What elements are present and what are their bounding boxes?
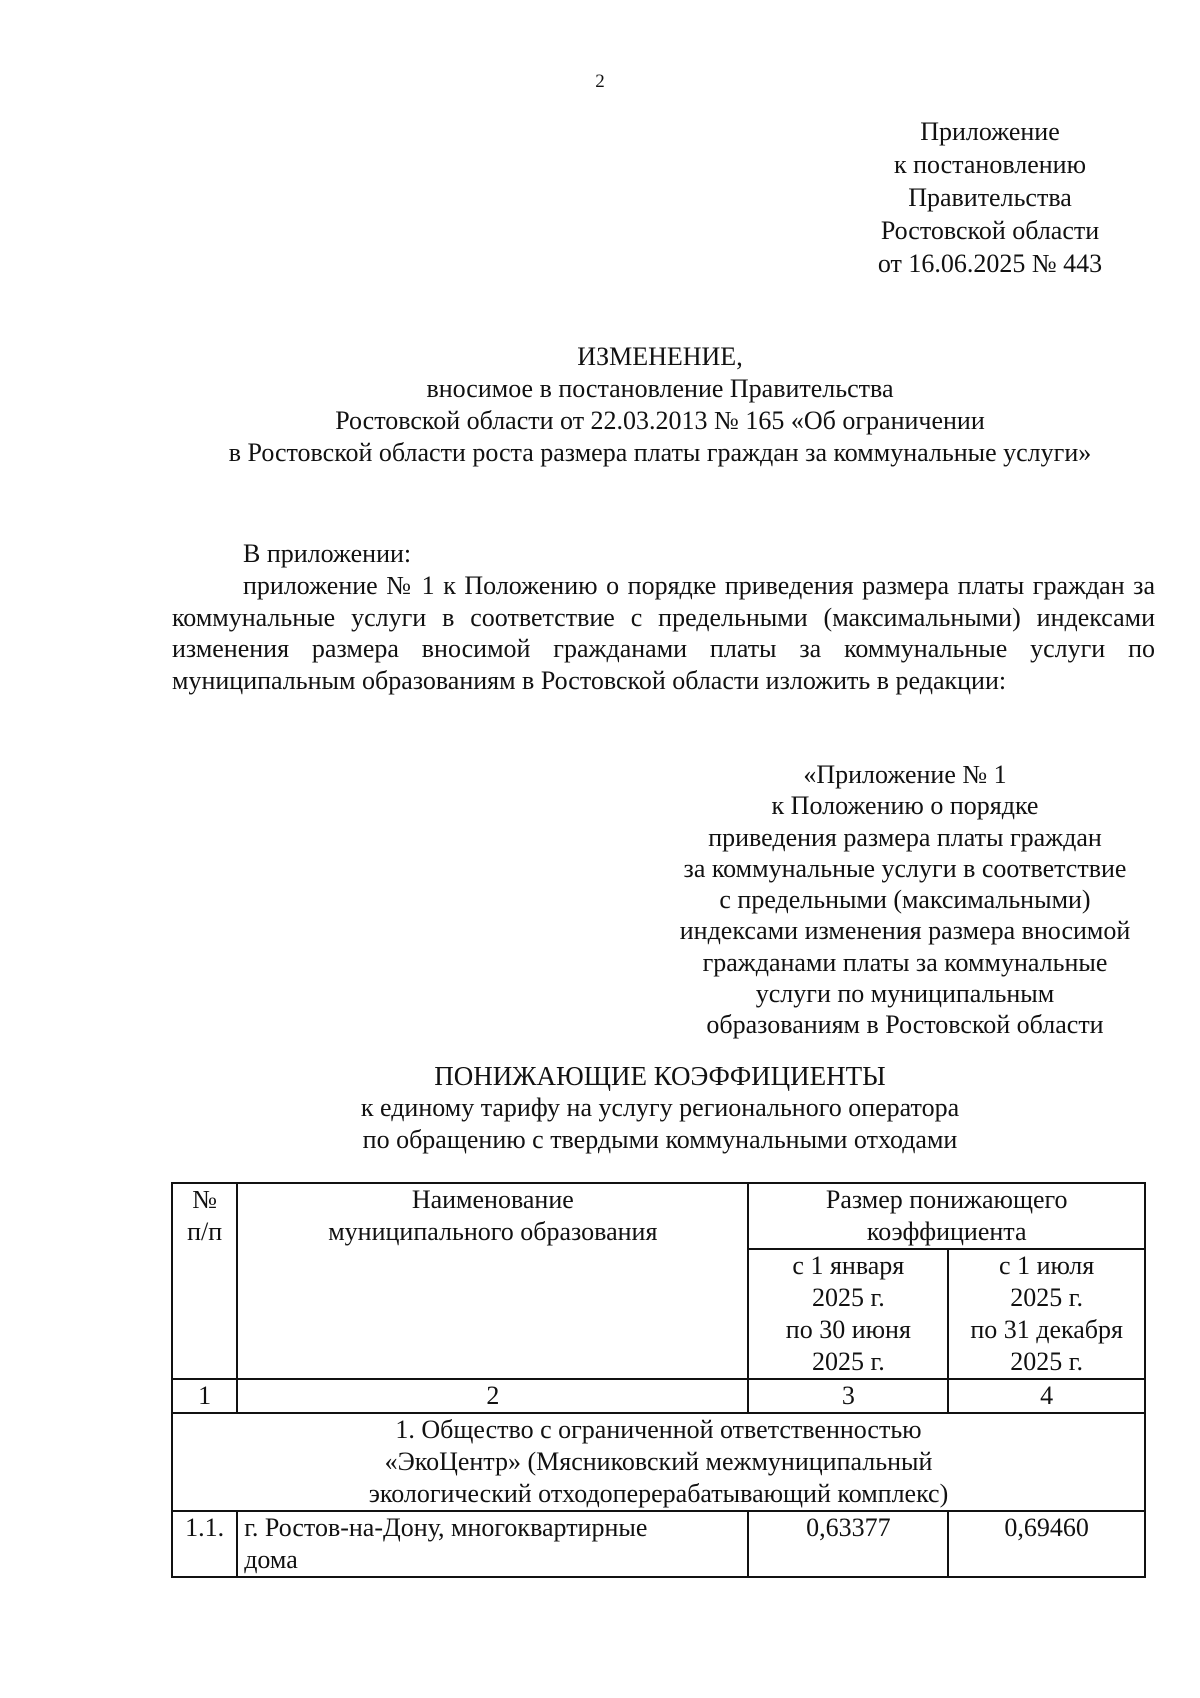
body-intro: В приложении: [243, 539, 412, 568]
period1-line: 2025 г. [811, 1283, 885, 1312]
row-value1-cell: 0,63377 [748, 1511, 948, 1577]
section-line: «ЭкоЦентр» (Мясниковский межмуниципальный [384, 1447, 933, 1476]
header-name-line: муниципального образования [328, 1217, 658, 1246]
header-period2-cell [948, 1249, 1145, 1379]
heading-line: в Ростовской области роста размера платы граждан за коммунальные услуги» [228, 438, 1092, 467]
approval-line: к постановлению [893, 150, 1087, 179]
table-title-line: по обращению с твердыми коммунальными отходами [362, 1125, 958, 1154]
table-title-line: к единому тарифу на услугу регионального оператора [360, 1093, 960, 1122]
appendix-line: к Положению о порядке [771, 791, 1039, 821]
table-title [150, 1060, 1170, 1156]
approval-block [820, 115, 1160, 280]
period1-line: с 1 января [792, 1251, 905, 1280]
column-number-row [172, 1379, 1145, 1413]
heading-line: Ростовской области от 22.03.2013 № 165 «Об ограничении [335, 406, 985, 435]
header-num-line: п/п [187, 1217, 223, 1246]
appendix-line: индексами изменения размера вносимой [679, 916, 1131, 946]
column-number: 4 [948, 1379, 1145, 1413]
body-paragraph-text: приложение № 1 к Положению о порядке приведения размера платы граждан за коммунальные услуги в соответствие с предельными (максимальными) индексами изменения размера вносимой гражданами платы за коммунальные услуги по муниципальным образованиям в Ростовской области изложить в редакции: [172, 571, 1155, 695]
row-value2-cell: 0,69460 [948, 1511, 1145, 1577]
column-number: 3 [748, 1379, 948, 1413]
section-line: 1. Общество с ограниченной ответственностью [395, 1415, 922, 1444]
table-title-main: ПОНИЖАЮЩИЕ КОЭФФИЦИЕНТЫ [434, 1061, 886, 1091]
period2-line: 2025 г. [1010, 1283, 1083, 1312]
section-line: экологический отходоперерабатывающий комплекс) [368, 1479, 949, 1508]
page-number: 2 [595, 71, 605, 92]
header-coef-line: Размер понижающего [825, 1185, 1068, 1214]
appendix-line: приведения размера платы граждан [708, 822, 1102, 852]
period1-line: 2025 г. [811, 1347, 885, 1376]
heading-title: ИЗМЕНЕНИЕ, [577, 342, 743, 371]
document-heading [150, 341, 1170, 469]
coefficients-table [171, 1182, 1146, 1578]
header-num-line: № [192, 1185, 217, 1214]
header-name-cell [237, 1183, 748, 1379]
section-row [172, 1413, 1145, 1511]
appendix-reference [620, 759, 1190, 1041]
table-row [172, 1511, 1145, 1577]
header-num-cell [172, 1183, 237, 1379]
appendix-line: образованиям в Ростовской области [706, 1010, 1104, 1040]
period1-line: по 30 июня [785, 1315, 911, 1344]
appendix-line: «Приложение № 1 [803, 760, 1007, 789]
appendix-line: гражданами платы за коммунальные [702, 947, 1108, 977]
approval-line: от 16.06.2025 № 443 [877, 249, 1103, 278]
row-name-line: дома [244, 1545, 298, 1574]
appendix-line: с предельными (максимальными) [719, 885, 1091, 915]
row-name-line: г. Ростов-на-Дону, многоквартирные [244, 1513, 648, 1542]
row-num-cell: 1.1. [172, 1511, 237, 1577]
header-coef-cell [748, 1183, 1145, 1249]
header-name-line: Наименование [411, 1185, 574, 1214]
heading-line: вносимое в постановление Правительства [426, 374, 894, 403]
period2-line: по 31 декабря [970, 1315, 1123, 1344]
approval-line: Правительства [908, 183, 1072, 212]
appendix-line: за коммунальные услуги в соответствие [683, 853, 1127, 883]
header-coef-line: коэффициента [866, 1217, 1027, 1246]
appendix-line: услуги по муниципальным [755, 979, 1055, 1009]
column-number: 2 [237, 1379, 748, 1413]
section-cell [172, 1413, 1145, 1511]
approval-line: Ростовской области [880, 216, 1100, 245]
table-header-row [172, 1183, 1145, 1249]
period2-line: 2025 г. [1010, 1347, 1083, 1376]
approval-line: Приложение [920, 117, 1060, 146]
column-number: 1 [172, 1379, 237, 1413]
header-period1-cell [748, 1249, 948, 1379]
period2-line: с 1 июля [999, 1251, 1095, 1280]
body-paragraph [172, 570, 1155, 696]
row-name-cell [237, 1511, 748, 1577]
